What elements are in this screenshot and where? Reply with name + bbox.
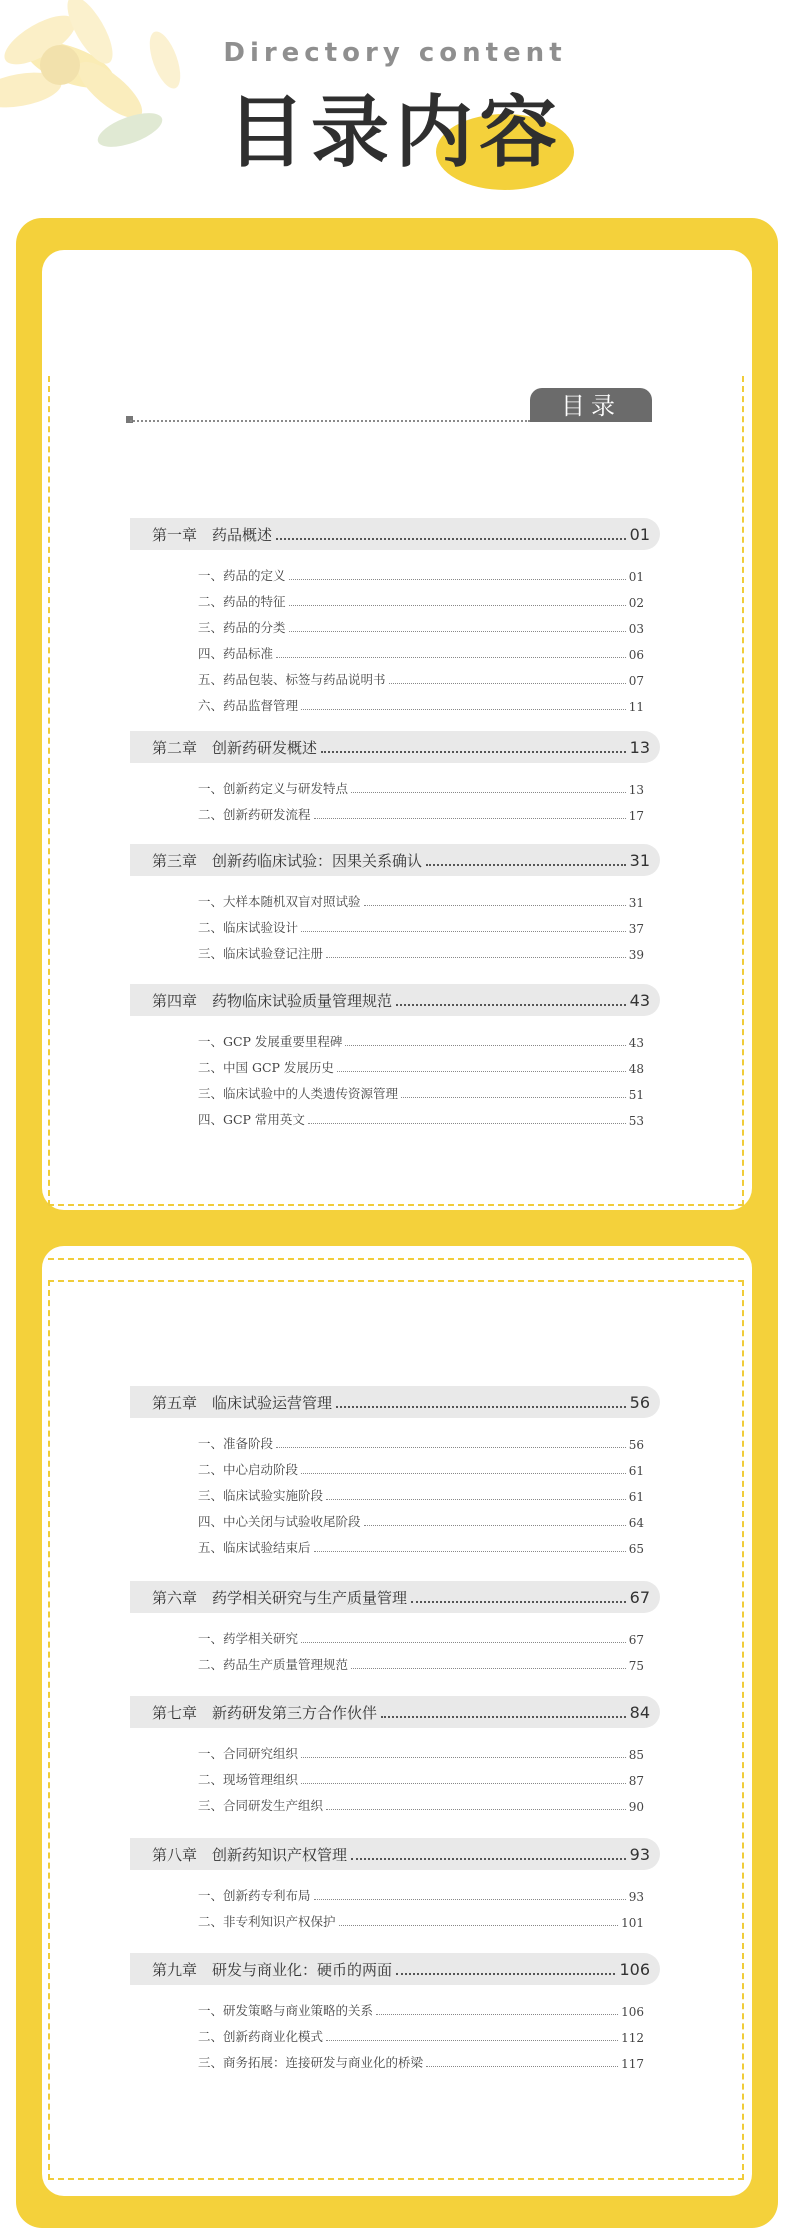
entry-page: 87 [628,1774,644,1788]
chapter-row [130,518,660,550]
chapter-leader [381,1716,626,1718]
entry-title: 二、现场管理组织 [198,1772,299,1787]
toc-entry [198,1534,644,1556]
entry-page: 03 [628,622,644,636]
entry-title: 一、大样本随机双盲对照试验 [198,894,361,909]
entry-title: 二、中国 GCP 发展历史 [198,1060,334,1075]
chapter-page: 31 [629,850,650,870]
toc-heading-tab: 目录 [530,388,652,422]
toc-entry [198,1430,644,1452]
entry-leader [289,605,626,606]
chapter-row [130,1386,660,1418]
toc-entry [198,1766,644,1788]
entry-page: 64 [628,1516,644,1530]
toc-entry [198,914,644,936]
chapter-row [130,1838,660,1870]
chapter-title: 第六章 药学相关研究与生产质量管理 [152,1588,408,1607]
entry-leader [401,1097,626,1098]
entry-page: 112 [621,2031,644,2045]
toc-entry [198,1054,644,1076]
entry-title: 二、创新药研发流程 [198,807,311,822]
entry-page: 13 [628,783,644,797]
chapter-title: 第八章 创新药知识产权管理 [152,1845,348,1864]
entry-leader [314,1551,626,1552]
entry-leader [301,931,626,932]
entry-title: 四、药品标准 [198,646,274,661]
entry-page: 75 [628,1659,644,1673]
entry-leader [301,1473,626,1474]
chapter-leader [351,1858,626,1860]
entry-leader [314,1899,626,1900]
entry-page: 48 [628,1062,644,1076]
entry-title: 二、非专利知识产权保护 [198,1914,336,1929]
entry-leader [314,818,626,819]
entry-page: 61 [628,1464,644,1478]
entry-leader [351,1668,626,1669]
chapter-row [130,1696,660,1728]
chapter-row [130,1581,660,1613]
entry-leader [301,709,626,710]
entry-title: 二、创新药商业化模式 [198,2029,324,2044]
header-title-wrap [0,78,790,188]
entry-page: 07 [628,674,644,688]
toc-entry [198,666,644,688]
entry-leader [301,1642,626,1643]
entry-page: 01 [628,570,644,584]
entry-title: 五、临床试验结束后 [198,1540,311,1555]
entry-title: 一、药品的定义 [198,568,286,583]
chapter-page: 67 [629,1587,650,1607]
chapter-leader [276,538,626,540]
entry-leader [301,1783,626,1784]
toc-entry [198,614,644,636]
toc-entry [198,588,644,610]
entry-leader [289,631,626,632]
entry-page: 17 [628,809,644,823]
toc-entry [198,1456,644,1478]
chapter-title: 第七章 新药研发第三方合作伙伴 [152,1703,378,1722]
chapter-title: 第二章 创新药研发概述 [152,738,318,757]
chapter-title: 第九章 研发与商业化：硬币的两面 [152,1960,393,1979]
toc-entry [198,562,644,584]
toc-entry [198,1997,644,2019]
entry-leader [364,905,626,906]
toc-entry [198,1106,644,1128]
entry-page: 67 [628,1633,644,1647]
entry-page: 31 [628,896,644,910]
chapter-leader [426,864,626,866]
entry-page: 90 [628,1800,644,1814]
entry-leader [351,792,626,793]
entry-leader [326,1499,626,1500]
entry-leader [326,1809,626,1810]
entry-title: 三、合同研发生产组织 [198,1798,324,1813]
chapter-page: 56 [629,1392,650,1412]
toc-entry [198,2023,644,2045]
entry-page: 39 [628,948,644,962]
chapter-page: 43 [629,990,650,1010]
toc-entry [198,640,644,662]
toc-entry [198,1792,644,1814]
entry-title: 一、GCP 发展重要里程碑 [198,1034,343,1049]
toc-entry [198,1740,644,1762]
chapter-leader [411,1601,626,1603]
entry-page: 93 [628,1890,644,1904]
toc-entry [198,1080,644,1102]
entry-title: 四、中心关闭与试验收尾阶段 [198,1514,361,1529]
chapter-leader [321,751,626,753]
entry-leader [389,683,626,684]
chapter-page: 93 [629,1844,650,1864]
entry-leader [326,2040,618,2041]
entry-page: 37 [628,922,644,936]
entry-leader [337,1071,626,1072]
entry-page: 85 [628,1748,644,1762]
entry-title: 一、创新药专利布局 [198,1888,311,1903]
entry-page: 51 [628,1088,644,1102]
entry-title: 一、准备阶段 [198,1436,274,1451]
entry-title: 三、商务拓展：连接研发与商业化的桥梁 [198,2055,424,2070]
entry-page: 06 [628,648,644,662]
entry-title: 一、研发策略与商业策略的关系 [198,2003,374,2018]
entry-page: 11 [628,700,644,714]
entry-leader [276,1447,626,1448]
toc-entry [198,692,644,714]
entry-page: 53 [628,1114,644,1128]
chapter-title: 第五章 临床试验运营管理 [152,1393,333,1412]
entry-page: 106 [621,2005,644,2019]
entry-title: 二、药品的特征 [198,594,286,609]
entry-title: 二、临床试验设计 [198,920,299,935]
toc-entry [198,888,644,910]
toc-entry [198,1651,644,1673]
chapter-leader [396,1004,626,1006]
entry-title: 三、临床试验实施阶段 [198,1488,324,1503]
entry-page: 101 [621,1916,644,1930]
entry-leader [426,2066,618,2067]
chapter-page: 106 [619,1959,650,1979]
entry-leader [376,2014,618,2015]
toc-entry [198,775,644,797]
entry-page: 65 [628,1542,644,1556]
entry-leader [326,957,626,958]
page-header [0,0,790,200]
entry-title: 三、药品的分类 [198,620,286,635]
entry-title: 四、GCP 常用英文 [198,1112,305,1127]
entry-leader [339,1925,619,1926]
entry-leader [364,1525,626,1526]
chapter-leader [396,1973,615,1975]
entry-title: 一、药学相关研究 [198,1631,299,1646]
entry-title: 一、创新药定义与研发特点 [198,781,349,796]
chapter-page: 13 [629,737,650,757]
chapter-title: 第一章 药品概述 [152,525,273,544]
entry-leader [301,1757,626,1758]
chapter-leader [336,1406,626,1408]
entry-leader [345,1045,625,1046]
header-subtitle: Directory content [223,38,567,68]
chapter-page: 01 [629,524,650,544]
entry-title: 二、中心启动阶段 [198,1462,299,1477]
entry-leader [289,579,626,580]
dashed-border-2 [48,1258,744,1260]
entry-title: 一、合同研究组织 [198,1746,299,1761]
toc-entry [198,1625,644,1647]
entry-title: 三、临床试验登记注册 [198,946,324,961]
entry-title: 二、药品生产质量管理规范 [198,1657,349,1672]
header-title: 目录内容 [226,88,563,178]
toc-entry [198,2049,644,2071]
toc-heading-line [130,420,530,422]
toc-entry [198,1882,644,1904]
chapter-page: 84 [629,1702,650,1722]
chapter-row [130,844,660,876]
entry-page: 61 [628,1490,644,1504]
toc-entry [198,940,644,962]
entry-page: 117 [621,2057,644,2071]
toc-entry [198,1028,644,1050]
toc-entry [198,1908,644,1930]
chapter-row [130,731,660,763]
entry-page: 56 [628,1438,644,1452]
toc-entry [198,1482,644,1504]
chapter-title: 第四章 药物临床试验质量管理规范 [152,991,393,1010]
entry-title: 五、药品包装、标签与药品说明书 [198,672,386,687]
entry-leader [308,1123,626,1124]
entry-page: 02 [628,596,644,610]
chapter-row [130,984,660,1016]
entry-leader [276,657,626,658]
chapter-title: 第三章 创新药临床试验：因果关系确认 [152,851,423,870]
entry-title: 六、药品监督管理 [198,698,299,713]
toc-entry [198,801,644,823]
toc-entry [198,1508,644,1530]
chapter-row [130,1953,660,1985]
entry-page: 43 [628,1036,644,1050]
entry-title: 三、临床试验中的人类遗传资源管理 [198,1086,399,1101]
